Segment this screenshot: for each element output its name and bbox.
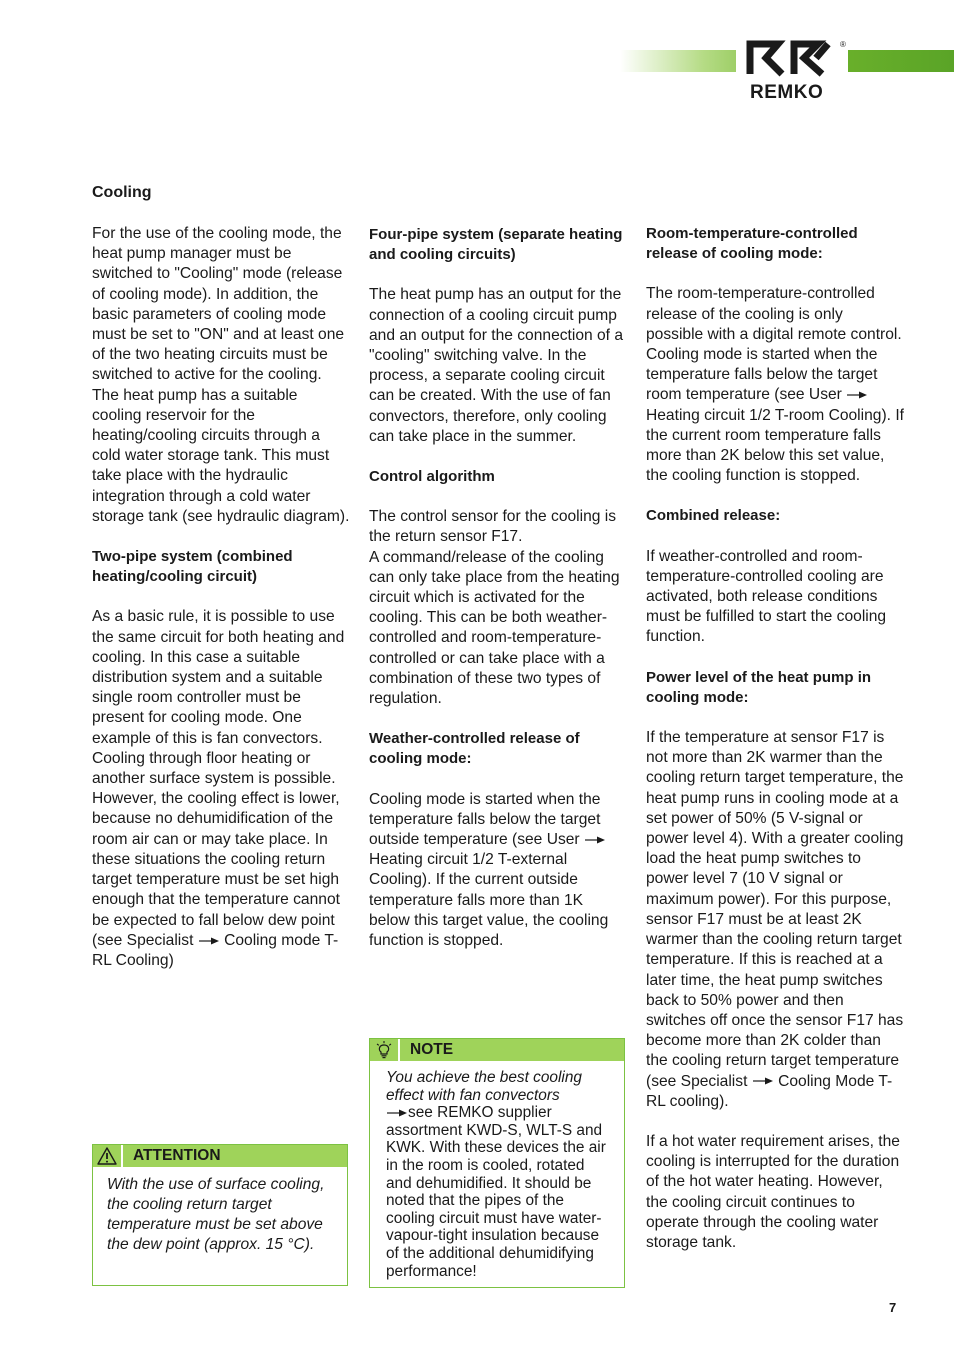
attention-box [92,1144,348,1286]
power-level-heading: Power level of the heat pump in cooling mode: [646,668,872,706]
power-level-paragraph [646,728,904,1112]
hot-water-paragraph: If a hot water requirement arises, the cooling is interrupted for the duration of the hot water heating. However, the cooling circuit continues to operate through the cooling water storage tank. [646,1132,900,1251]
weather-release-heading: Weather-controlled release of cooling mode: [369,730,580,768]
note-body [370,1061,624,1280]
page-number: 7 [889,1300,897,1315]
arrow-right-icon [584,835,606,845]
arrow-right-icon [198,936,220,946]
control-algorithm-paragraph [369,507,625,709]
weather-release-paragraph [369,790,625,952]
page-title: Cooling [92,184,152,201]
four-pipe-paragraph: The heat pump has an output for the connection of a cooling circuit pump and an output for the connection of a "cooling" switching valve. In the process, a separate cooling circuit can be created. With the use of fan convectors, therefore, only cooling can take place in the summer. [369,286,624,445]
remko-logo-mark [744,38,848,78]
arrow-right-icon [386,1108,408,1118]
combined-release-heading: Combined release: [646,507,781,525]
column-1 [92,224,350,991]
warning-icon [93,1145,123,1167]
column-2 [369,225,625,971]
room-text-a: The room-temperature-controlled release of the cooling is only possible with a digital remote control. Cooling mode is started when the temperature falls below the target room temperature (see User [646,285,902,404]
weather-text-b: Heating circuit 1/2 T-external Cooling). If the current outside temperature falls more than 1K below this target value, the cooling function is stopped. [369,851,609,950]
note-header [370,1039,624,1061]
arrow-right-icon [752,1076,774,1086]
note-title: NOTE [410,1041,454,1058]
two-pipe-text-b: Cooling mode T-RL Cooling) [92,931,339,969]
attention-body: With the use of surface cooling, the cooling return target temperature must be set above the dew point (approx. 15 °C). [107,1176,325,1253]
control-text-a: The control sensor for the cooling is the return sensor F17. [369,508,617,546]
column-3 [646,224,904,1273]
note-italic-text: You achieve the best cooling effect with fan convectors [386,1069,582,1104]
two-pipe-heading: Two-pipe system (combined heating/cooling circuit) [92,548,293,586]
room-text-b: Heating circuit 1/2 T-room Cooling). If the current room temperature falls more than 2K below this set value, the cooling function is stopped. [646,406,904,485]
logo-brand-text: REMKO [750,82,824,103]
attention-title: ATTENTION [133,1147,221,1164]
two-pipe-paragraph [92,607,350,971]
four-pipe-heading: Four-pipe system (separate heating and cooling circuits) [369,226,623,264]
control-algorithm-heading: Control algorithm [369,468,495,486]
power-text-b: Cooling Mode T-RL cooling). [646,1072,893,1110]
cooling-intro-paragraph: For the use of the cooling mode, the heat pump manager must be switched to "Cooling" mode (release of cooling mode). In addition, the basic parameters of cooling mode must be set to "ON" and at least one of the two heating circuits must be switched to active for the cooling. The heat pump has a suitable cooling reservoir for the heating/cooling circuits through a cold water storage tank. This must take place with the hydraulic integration through a cold water storage tank (see hydraulic diagram). [92,225,350,525]
room-release-paragraph [646,284,904,486]
remko-logo [736,38,848,106]
weather-text-a: Cooling mode is started when the temperature falls below the target outside temperature (see User [369,790,601,849]
note-box [369,1038,625,1288]
arrow-right-icon [846,390,868,400]
attention-header [93,1145,347,1167]
control-text-b: A command/release of the cooling can only take place from the heating circuit which is activated for the cooling. This can be both weather-controlled and room-temperature-controlled or can take place with a combination of these two types of regulation. [369,548,620,708]
two-pipe-text-a: As a basic rule, it is possible to use the same circuit for both heating and cooling. In this case a suitable distribution system and a suitable single room controller must be present for cooling mode. One example of this is fan convectors. Cooling through floor heating or another surface system is possible. However, the cooling effect is lower, because no dehumidification of the room air can or may take place. In these situations the cooling return target temperature must be set high enough that the temperature cannot be expected to fall below dew point (see Specialist [92,608,345,949]
power-text-a: If the temperature at sensor F17 is not more than 2K warmer than the cooling return target temperature, the heat pump runs in cooling mode at a set power of 50% (5 V-signal or power level 4). With a greater cooling load the heat pump switches to power level 7 (10 V signal or maximum power). For this purpose, sensor F17 must be at least 2K warmer than the cooling return target temperature. If this is reached at a later time, the heat pump switches back to 50% power and then switches off once the sensor F17 has become more than 2K colder than the cooling return target temperature (see Specialist [646,729,904,1090]
note-plain-text: see REMKO supplier assortment KWD-S, WLT-S and KWK. With these devices the air in the room is cooled, rotated and dehumidified. It should be noted that the pipes of the cooling circuit must have water-vapour-tight insulation because of the additional dehumidifying performance! [386,1104,606,1280]
room-release-heading: Room-temperature-controlled release of cooling mode: [646,225,858,263]
lightbulb-icon [370,1039,400,1061]
registered-mark: ® [840,40,846,49]
combined-release-paragraph: If weather-controlled and room-temperature-controlled cooling are activated, both release conditions must be fulfilled to start the cooling function. [646,547,887,646]
